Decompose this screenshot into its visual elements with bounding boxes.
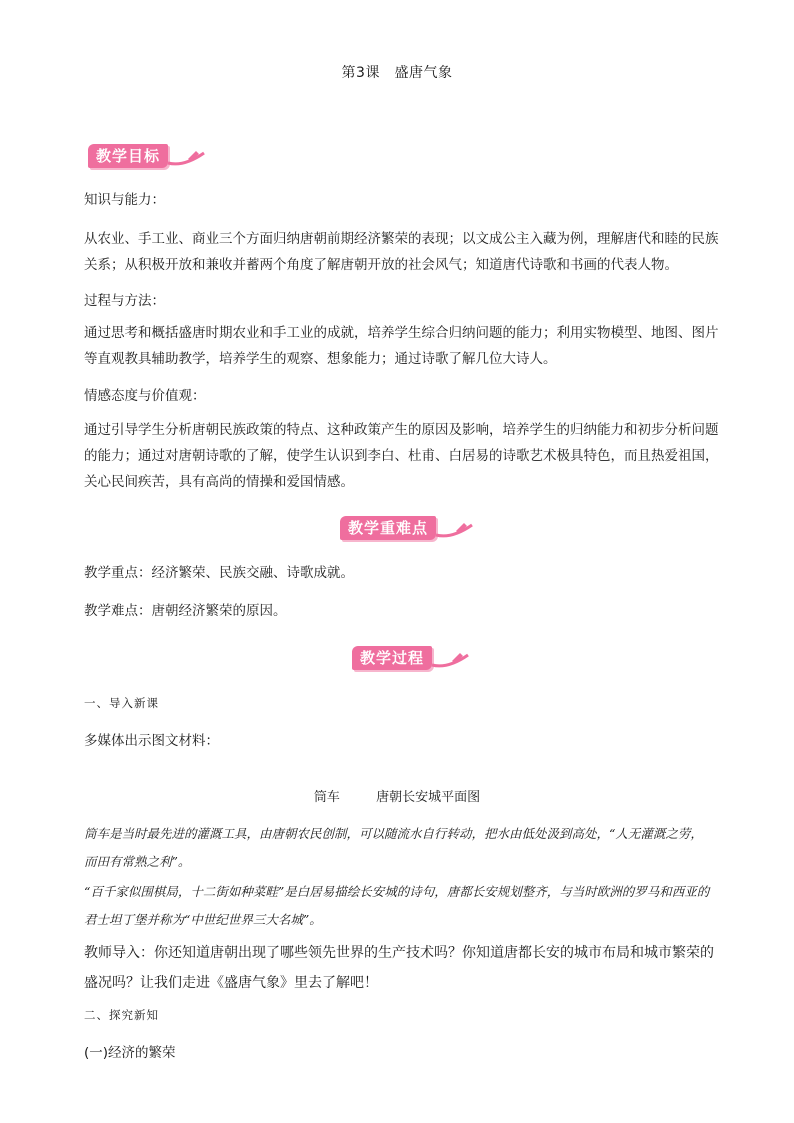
pen-swoosh-icon: [434, 517, 474, 539]
banner-process-label: 教学过程: [352, 646, 432, 670]
banner-key-points-label: 教学重难点: [340, 516, 436, 540]
caption-water-wheel: 筒车: [313, 790, 340, 805]
values-body: 通过引导学生分析唐朝民族政策的特点、这种政策产生的原因及影响，培养学生的归纳能力和初步分析问题的能力；通过对唐朝诗歌的了解，使学生认识到李白、杜甫、白居易的诗歌艺术极具特色，而且热爱祖国，关心民间疾苦，具有高尚的情操和爱国情感。: [84, 422, 719, 490]
figure-caption: [0, 786, 794, 805]
banner-objectives: [88, 142, 206, 170]
quote-changan: “百千家似围棋局，十二街如种菜畦”是白居易描绘长安城的诗句，唐都长安规划整齐，与当时欧洲的罗马和西亚的君士坦丁堡并称为“中世纪世界三大名城”。: [84, 884, 710, 927]
process-body: 通过思考和概括盛唐时期农业和手工业的成就，培养学生综合归纳问题的能力；利用实物模型、地图、图片等直观教具辅助教学，培养学生的观察、想象能力；通过诗歌了解几位大诗人。: [84, 325, 719, 367]
quote-water-wheel: 筒车是当时最先进的灌溉工具，由唐朝农民创制，可以随流水自行转动，把水由低处汲到高处，“人无灌溉之劳，而田有常熟之利”。: [84, 826, 703, 869]
knowledge-heading: 知识与能力：: [84, 192, 165, 208]
knowledge-body: 从农业、手工业、商业三个方面归纳唐朝前期经济繁荣的表现；以文成公主入藏为例，理解唐代和睦的民族关系；从积极开放和兼收并蓄两个角度了解唐朝开放的社会风气；知道唐代诗歌和书画的代表人物。: [84, 231, 719, 273]
multimedia-note: 多媒体出示图文材料：: [84, 733, 219, 749]
section-heading-explore: 二、探究新知: [84, 1008, 159, 1022]
subsection-economy: (一)经济的繁荣: [84, 1045, 176, 1061]
caption-changan-map: 唐朝长安城平面图: [376, 790, 481, 805]
banner-key-points: [340, 514, 474, 542]
values-heading: 情感态度与价值观：: [84, 388, 206, 404]
banner-process: [352, 644, 470, 672]
lesson-title: 第3课 盛唐气象: [341, 65, 453, 81]
process-heading: 过程与方法：: [84, 293, 165, 309]
pen-swoosh-icon: [166, 145, 206, 167]
difficulty: 教学难点：唐朝经济繁荣的原因。: [84, 603, 287, 619]
key-point: 教学重点：经济繁荣、民族交融、诗歌成就。: [84, 565, 354, 581]
banner-objectives-label: 教学目标: [88, 144, 168, 168]
section-heading-intro: 一、导入新课: [84, 696, 159, 710]
teacher-intro: 教师导入：你还知道唐朝出现了哪些领先世界的生产技术吗？你知道唐都长安的城市布局和城市繁荣的盛况吗？让我们走进《盛唐气象》里去了解吧！: [84, 945, 714, 991]
pen-swoosh-icon: [430, 647, 470, 669]
